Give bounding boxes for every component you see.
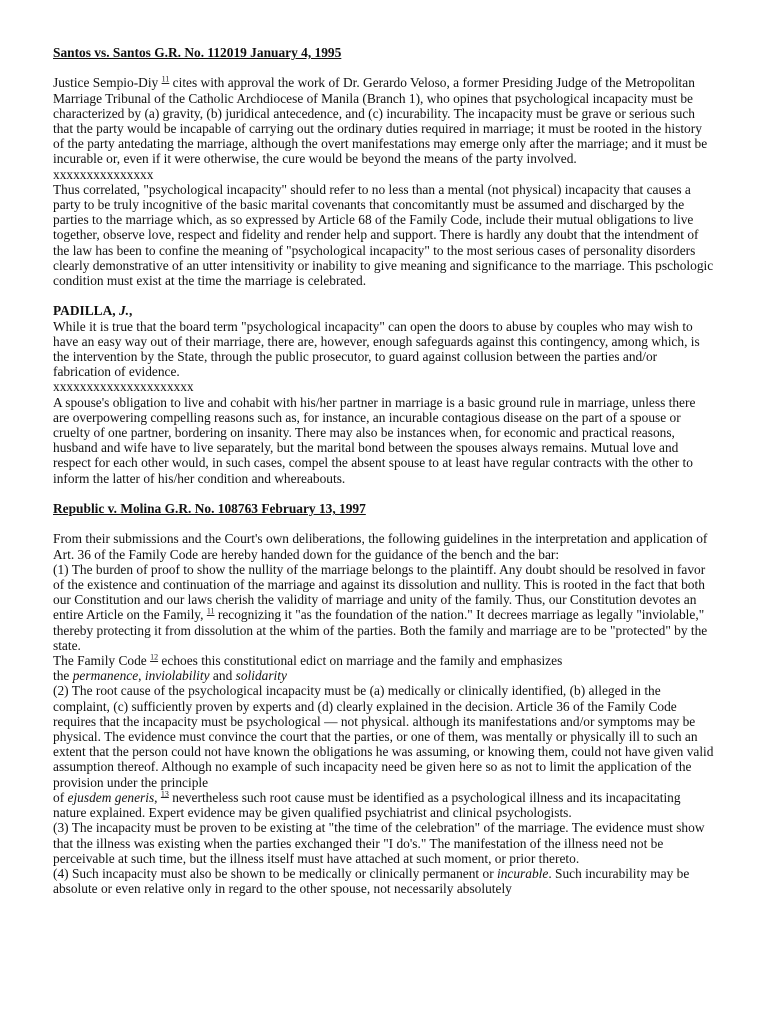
spacer [53, 486, 715, 501]
santos-separator: xxxxxxxxxxxxxxx [53, 166, 154, 182]
molina-guideline-1-cont [53, 653, 715, 668]
padilla-justice-name [53, 303, 715, 318]
g4-text-b: . Such incurability may be absolute or even relative only in regard to the other spouse, not necessarily absolutely [53, 865, 690, 897]
g1-text-d: echoes this constitutional edict on marriage and the family and emphasizes [158, 653, 563, 669]
spacer [53, 60, 715, 75]
justice-comma: , [129, 303, 133, 319]
footnote-link-13[interactable]: 13 [160, 789, 169, 799]
g1-text-c: The Family Code [53, 653, 151, 669]
g4-emphasis-incurable: incurable [497, 865, 549, 881]
footnote-link-11[interactable]: 11 [161, 74, 170, 84]
santos-p1-text-b: cites with approval the work of Dr. Gerardo Veloso, a former Presiding Judge of the Metropolitan Marriage Tribunal of the Catholic Archdiocese of Manila (Branch 1), who opines that psychological incapacity must be characterized by (a) gravity, (b) juridical antecedence, and (c) incurability. The incapacity must be grave or serious such that the party would be incapable of carrying out the ordinary duties required in marriage; it must be rooted in the history of the party antedating the marriage, although the overt manifestations may emerge only after the marriage; and it must be incurable or, even if it were otherwise, the cure would be beyond the means of the party involved. [53, 75, 708, 167]
molina-guideline-1-emphasis [53, 668, 715, 683]
g1-text-f: , [138, 668, 145, 684]
justice-surname: PADILLA, [53, 303, 119, 319]
footnote-link-11[interactable]: 11 [206, 606, 215, 616]
g2-text-b: of [53, 789, 68, 805]
g1-text-g: and [209, 668, 236, 684]
molina-intro: From their submissions and the Court's own deliberations, the following guidelines in the interpretation and application of Art. 36 of the Family Code are hereby handed down for the guidance of the bench and the bar: [53, 531, 708, 562]
padilla-paragraph-1: While it is true that the board term "psychological incapacity" can open the doors to abuse by couples who may wish to have an easy way out of their marriage, there are, however, enough safeguards against this contingency, among which, is the intervention by the State, through the public prosecutor, to guard against collusion between the parties and/or fabrication of evidence. [53, 318, 700, 380]
justice-title: J. [118, 303, 130, 319]
document-page [53, 45, 715, 896]
g2-text-d: nevertheless such root cause must be identified as a psychological illness and its incapacitating nature explained. Expert evidence may be given qualified psychiatrist and clinical psychologists. [53, 789, 681, 821]
molina-guideline-2-cont [53, 790, 715, 820]
spacer [53, 288, 715, 303]
g1-text-b: recognizing it "as the foundation of the nation." It decrees marriage as legally "inviolable," thereby protecting it from dissolution at the whim of the parties. Both the family and marriage are to be "protected" by the state. [53, 607, 708, 653]
molina-guideline-4 [53, 866, 715, 896]
g2-text-a: (2) The root cause of the psychological incapacity must be (a) medically or clinically identified, (b) alleged in the complaint, (c) sufficiently proven by experts and (d) clearly explained in the decision. Article 36 of the Family Code requires that the incapacity must be psychological — not physical. although its manifestations and/or symptoms may be physical. The evidence must convince the court that the parties, or one of them, was mentally or physically ill to such an extent that the person could not have known the obligations he was assuming, or knowing them, could not have given valid assumption thereof. Although no example of such incapacity need be given here so as not to limit the application of the provision under the principle [53, 683, 714, 790]
molina-guideline-2 [53, 683, 715, 789]
molina-case-heading: Republic v. Molina G.R. No. 108763 February 13, 1997 [53, 501, 366, 517]
g2-emphasis-ejusdem: ejusdem generis [67, 789, 155, 805]
molina-guideline-1 [53, 562, 715, 653]
g1-emphasis-permanence: permanence [72, 668, 139, 684]
santos-paragraph-1 [53, 75, 715, 166]
padilla-separator: xxxxxxxxxxxxxxxxxxxxx [53, 379, 194, 395]
g1-emphasis-inviolability: inviolability [144, 668, 210, 684]
footnote-link-12[interactable]: 12 [150, 652, 159, 662]
santos-case-heading: Santos vs. Santos G.R. No. 112019 January 4, 1995 [53, 45, 342, 60]
padilla-paragraph-2: A spouse's obligation to live and cohabit with his/her partner in marriage is a basic ground rule in marriage, unless there are overpowering compelling reasons such as, for instance, an incurable contagious disease on the part of a spouse or cruelty of one partner, bordering on insanity. There may also be instances when, for economic and practical reasons, husband and wife have to live separately, but the marital bond between the spouses always remains. Mutual love and respect for each other would, in such cases, compel the absent spouse to at least have regular contracts with the other to inform the latter of his/her condition and whereabouts. [53, 394, 696, 486]
g1-emphasis-solidarity: solidarity [235, 668, 287, 684]
g2-text-c: , [154, 789, 161, 805]
spacer [53, 516, 715, 531]
santos-paragraph-2: Thus correlated, "psychological incapacity" should refer to no less than a mental (not physical) incapacity that causes a party to be truly incognitive of the basic marital covenants that concomitantly must be assumed and discharged by the parties to the marriage which, as so expressed by Article 68 of the Family Code, include their mutual obligations to live together, observe love, respect and fidelity and render help and support. There is hardly any doubt that the intendment of the law has been to confine the meaning of "psychological incapacity" to the most serious cases of personality disorders clearly demonstrative of an utter intensitivity or inability to give meaning and significance to the marriage. This pschologic condition must exist at the time the marriage is celebrated. [53, 181, 714, 289]
g1-text-a: (1) The burden of proof to show the nullity of the marriage belongs to the plaintiff. Any doubt should be resolved in favor of the existence and continuation of the marriage and against its dissolution and nullity. This is rooted in the fact that both our Constitution and our laws cherish the validity of marriage and unity of the family. Thus, our Constitution devotes an entire Article on the Family, [53, 561, 706, 623]
g4-text-a: (4) Such incapacity must also be shown to be medically or clinically permanent or [53, 865, 497, 881]
g1-text-e: the [53, 668, 73, 684]
santos-p1-text-a: Justice Sempio-Diy [53, 75, 162, 91]
molina-guideline-3: (3) The incapacity must be proven to be existing at "the time of the celebration" of the marriage. The evidence must show that the illness was existing when the parties exchanged their "I do's." The manifestation of the illness need not be perceivable at such time, but the illness itself must have attached at such moment, or prior thereto. [53, 820, 705, 866]
